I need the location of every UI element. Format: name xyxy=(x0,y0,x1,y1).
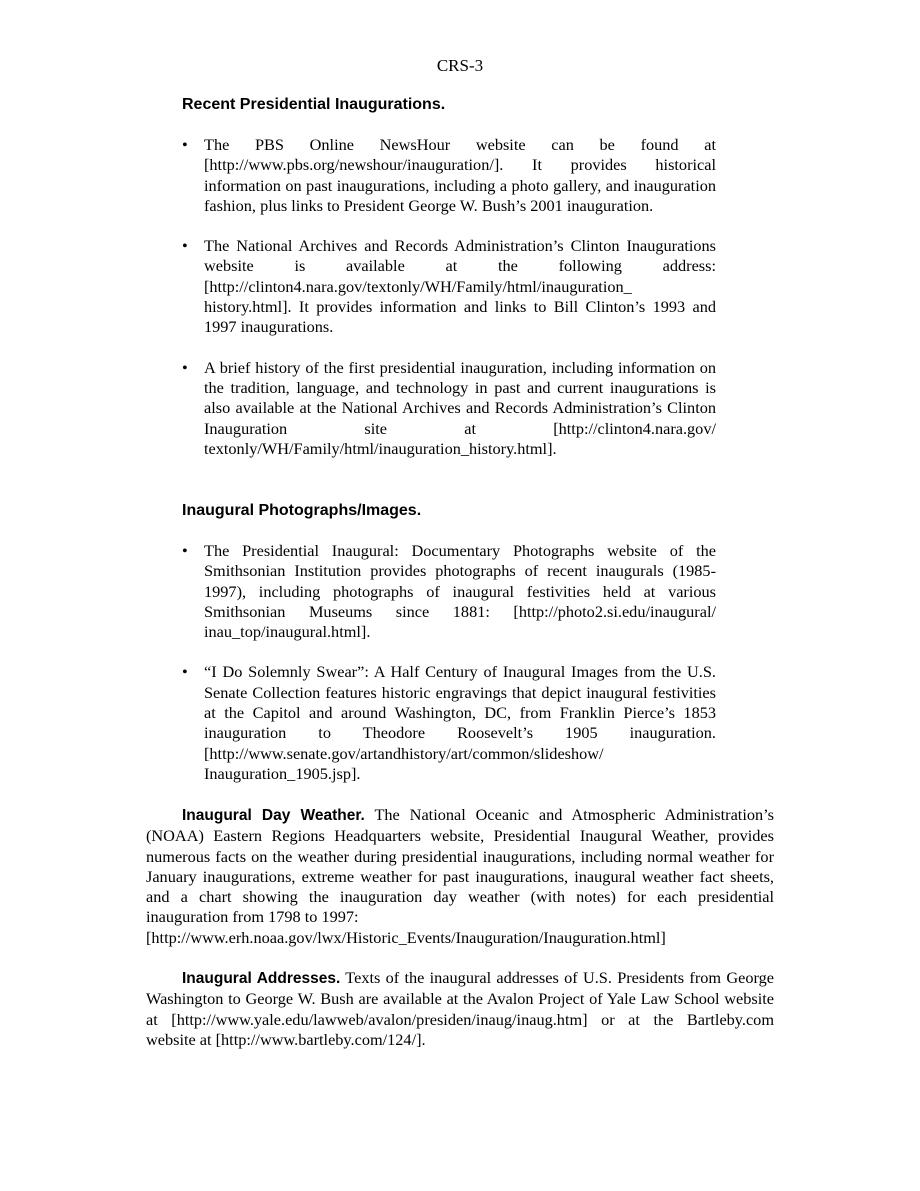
list-item-text: “I Do Solemnly Swear”: A Half Century of Inaugural Images from the U.S. Senate Collection features historic engravings that depict inaugural festivities at the Capitol and around Washington, DC, from Franklin Pierce’s 1853 inauguration to Theodore Roosevelt’s 1905 inauguration. [http://www.senate.gov/artandhistory/art/common/slideshow/ Inauguration_1905.jsp]. xyxy=(204,662,716,783)
list-item xyxy=(182,541,716,642)
list-item-text: The PBS Online NewsHour website can be found at [http://www.pbs.org/newshour/inauguration/]. It provides historical information on past inaugurations, including a photo gallery, and inauguration fashion, plus links to President George W. Bush’s 2001 inauguration. xyxy=(204,135,716,215)
list-item xyxy=(182,662,716,784)
bullet-icon: • xyxy=(182,662,188,682)
bullet-icon: • xyxy=(182,135,188,154)
list-item xyxy=(182,135,716,216)
section-heading-photographs: Inaugural Photographs/Images. xyxy=(182,502,422,519)
list-item-text: The Presidential Inaugural: Documentary Photographs website of the Smithsonian Institution provides photographs of recent inaugurals (1985-1997), including photographs of inaugural festivities held at various Smithsonian Museums since 1881: [http://photo2.si.edu/inaugural/ inau_top/inaugural.html]. xyxy=(204,541,716,642)
paragraph-text: Texts of the inaugural addresses of U.S. Presidents from George Washington to George W. Bush are available at the Avalon Project of Yale Law School website at [http://www.yale.edu/lawweb/avalon/presiden/inaug/inaug.htm] or at the Bartleby.com website at [http://www.bartleby.com/124/]. xyxy=(146,968,774,1049)
list-item xyxy=(182,236,716,337)
list-item-text: The National Archives and Records Administration’s Clinton Inaugurations website is available at the following address: [http://clinton4.nara.gov/textonly/WH/Family/html/inauguration_ history.html]. It provides information and links to Bill Clinton’s 1993 and 1997 inaugurations. xyxy=(204,236,716,337)
section-heading-recent-inaugurations: Recent Presidential Inaugurations. xyxy=(182,96,446,113)
paragraph-inaugural-weather xyxy=(146,805,774,948)
paragraph-inaugural-addresses xyxy=(146,968,774,1050)
bullet-list-photographs xyxy=(182,541,716,804)
list-item xyxy=(182,358,716,459)
bullet-icon: • xyxy=(182,357,188,377)
bullet-icon: • xyxy=(182,236,188,256)
paragraph-text: The National Oceanic and Atmospheric Administration’s (NOAA) Eastern Regions Headquarters website, Presidential Inaugural Weather, provides numerous facts on the weather during presidential inaugurations, including normal weather for January inaugurations, extreme weather for past inaugurations, inaugural weather fact sheets, and a chart showing the inauguration day weather (with notes) for each presidential inauguration from 1798 to 1997: xyxy=(146,805,774,927)
run-in-heading: Inaugural Addresses. xyxy=(182,970,341,987)
bullet-icon: • xyxy=(182,541,188,560)
list-item-text: A brief history of the first presidential inauguration, including information on the tradition, language, and technology in past and current inaugurations is also available at the National Archives and Records Administration’s Clinton Inauguration site at [http://clinton4.nara.gov/ textonly/WH/Family/html/inauguration_history.html]. xyxy=(204,357,716,458)
run-in-heading: Inaugural Day Weather. xyxy=(182,807,365,824)
paragraph-url: [http://www.erh.noaa.gov/lwx/Historic_Events/Inauguration/Inauguration.html] xyxy=(146,927,666,947)
bullet-list-recent-inaugurations xyxy=(182,135,716,479)
page-label: CRS-3 xyxy=(436,56,484,75)
